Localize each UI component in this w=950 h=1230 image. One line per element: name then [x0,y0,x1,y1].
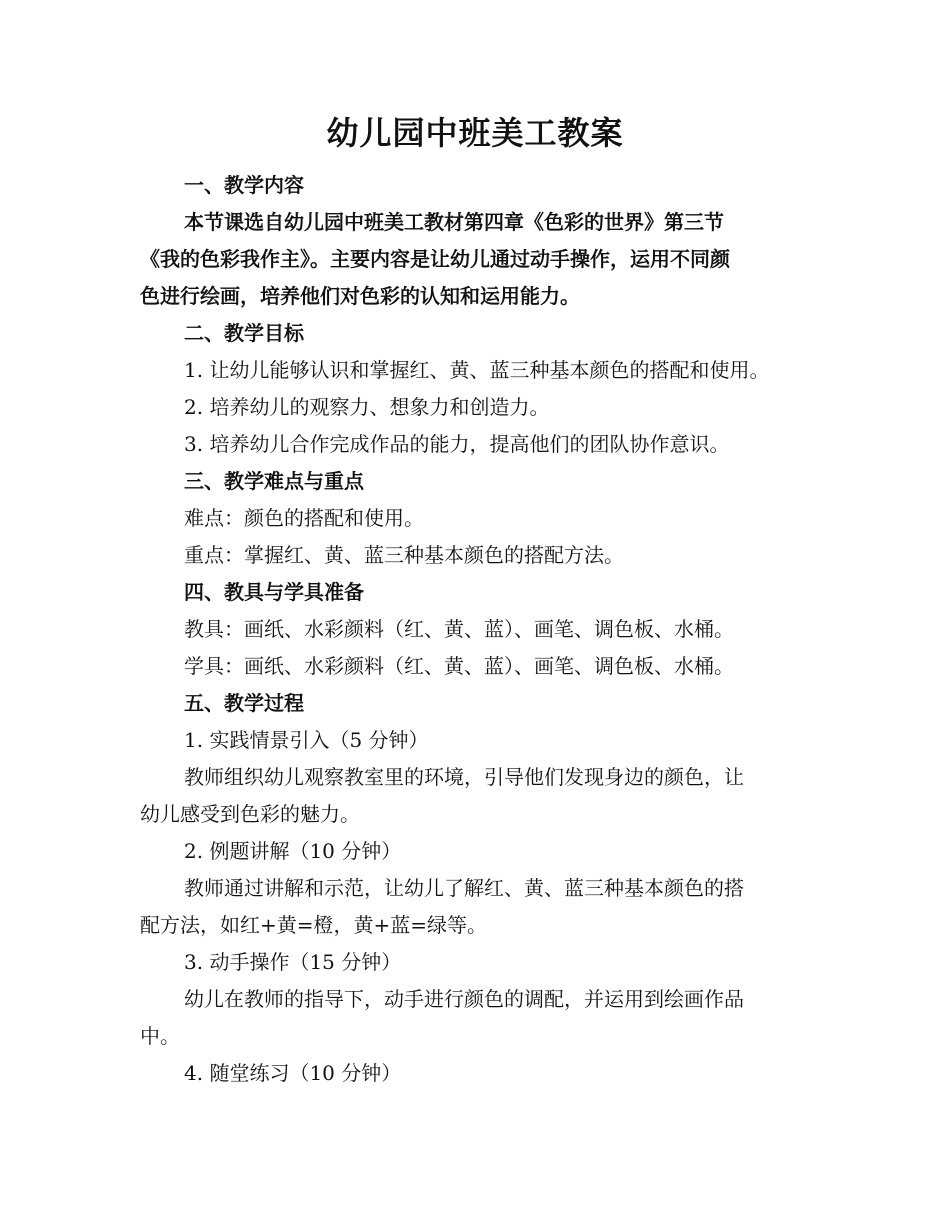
list-item: 1. 让幼儿能够认识和掌握红、黄、蓝三种基本颜色的搭配和使用。 [184,358,770,382]
list-item: 3. 动手操作（15 分钟） [184,950,402,974]
paragraph-line: 教师通过讲解和示范，让幼儿了解红、黄、蓝三种基本颜色的搭 [184,876,744,900]
list-item: 2. 例题讲解（10 分钟） [184,839,402,863]
list-item: 1. 实践情景引入（5 分钟） [184,728,429,752]
list-item: 2. 培养幼儿的观察力、想象力和创造力。 [184,395,550,419]
paragraph-line: 幼儿感受到色彩的魅力。 [140,802,360,826]
section-heading-content: 一、教学内容 [184,173,304,197]
list-item: 3. 培养幼儿合作完成作品的能力，提高他们的团队协作意识。 [184,432,730,456]
list-item: 4. 随堂练习（10 分钟） [184,1061,402,1085]
paragraph-line: 本节课选自幼儿园中班美工教材第四章《色彩的世界》第三节 [184,210,724,234]
document-title: 幼儿园中班美工教案 [326,114,624,152]
paragraph-line: 幼儿在教师的指导下，动手进行颜色的调配，并运用到绘画作品 [184,987,744,1011]
paragraph-line: 教师组织幼儿观察教室里的环境，引导他们发现身边的颜色，让 [184,765,744,789]
section-heading-difficulties: 三、教学难点与重点 [184,469,364,493]
paragraph-line: 重点：掌握红、黄、蓝三种基本颜色的搭配方法。 [184,543,624,567]
paragraph-line: 教具：画纸、水彩颜料（红、黄、蓝）、画笔、调色板、水桶。 [184,617,734,641]
paragraph-line: 《我的色彩我作主》。主要内容是让幼儿通过动手操作，运用不同颜 [140,247,730,271]
paragraph-line: 配方法，如红+黄=橙，黄+蓝=绿等。 [140,913,488,937]
paragraph-line: 色进行绘画，培养他们对色彩的认知和运用能力。 [140,284,580,308]
paragraph-line: 学具：画纸、水彩颜料（红、黄、蓝）、画笔、调色板、水桶。 [184,654,734,678]
section-heading-goals: 二、教学目标 [184,321,304,345]
paragraph-line: 难点：颜色的搭配和使用。 [184,506,424,530]
paragraph-line: 中。 [140,1024,180,1048]
section-heading-process: 五、教学过程 [184,691,304,715]
section-heading-materials: 四、教具与学具准备 [184,580,364,604]
